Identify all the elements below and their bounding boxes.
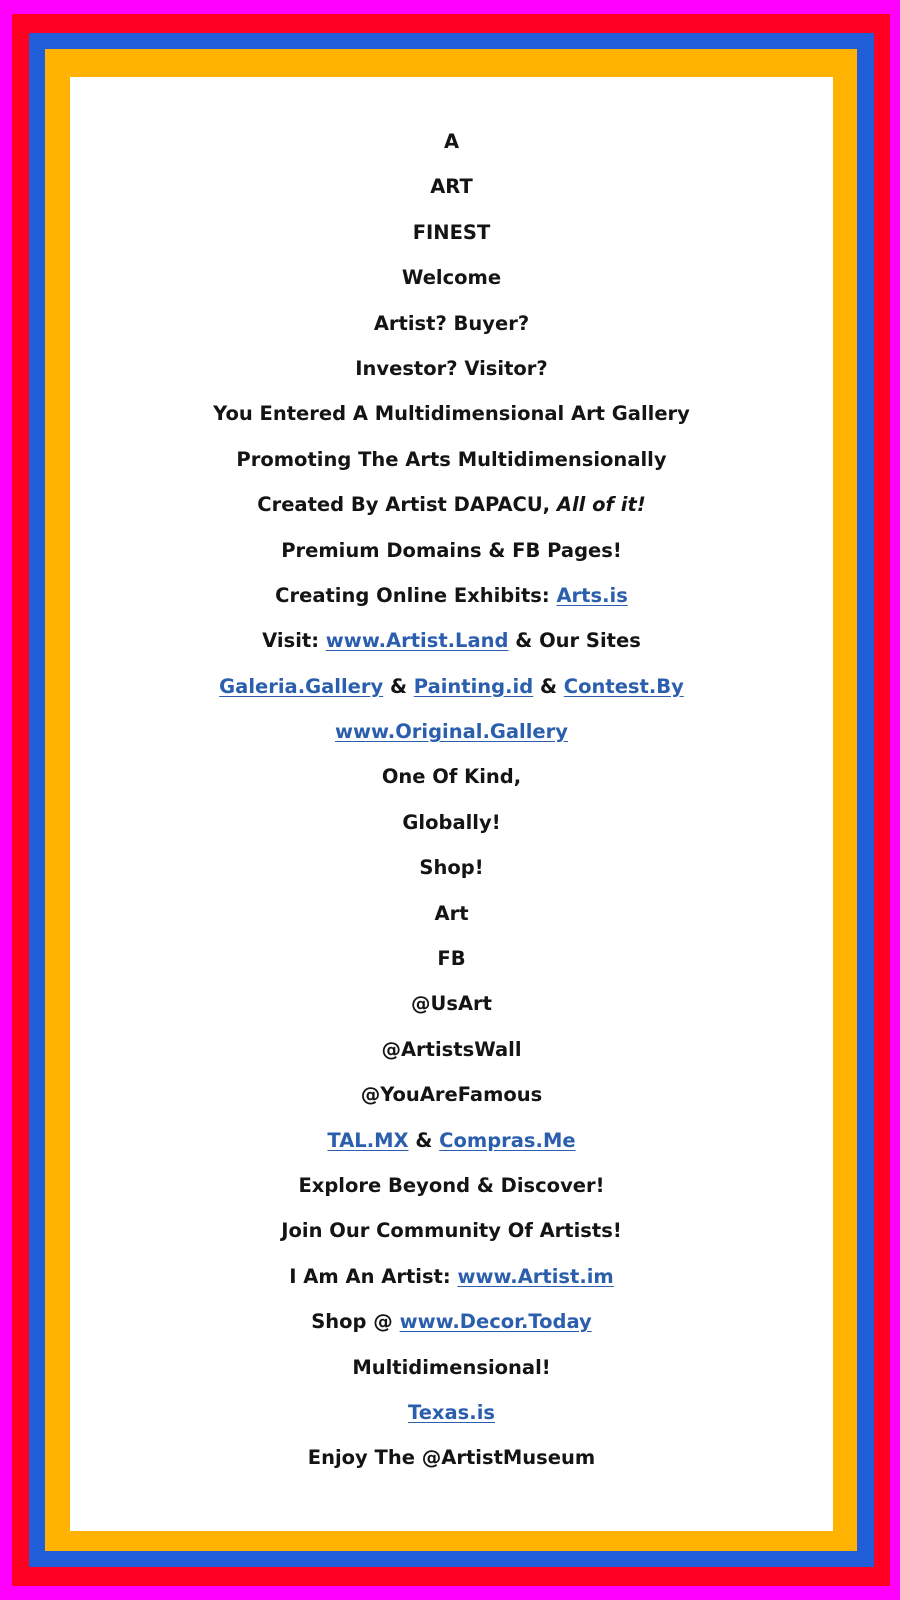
line-enjoy bbox=[70, 1435, 833, 1480]
line-a bbox=[70, 119, 833, 164]
link-contest-by[interactable]: Contest.By bbox=[563, 674, 684, 698]
text-segment: Art bbox=[434, 901, 469, 925]
text-segment: Join Our Community Of Artists! bbox=[281, 1219, 622, 1243]
text-segment: @UsArt bbox=[411, 992, 492, 1016]
italic-text: All of it! bbox=[556, 493, 646, 517]
text-segment: FB bbox=[437, 947, 466, 971]
text-segment: ART bbox=[430, 175, 473, 199]
text-segment: & Our Sites bbox=[508, 629, 641, 653]
line-globally bbox=[70, 800, 833, 845]
line-usart bbox=[70, 981, 833, 1026]
text-segment: One Of Kind, bbox=[381, 765, 522, 789]
text-segment: A bbox=[443, 130, 460, 153]
text-segment: Creating Online Exhibits: bbox=[275, 583, 557, 607]
text-panel bbox=[70, 77, 833, 1531]
line-multidimensional bbox=[70, 1345, 833, 1390]
link-galeria-gallery[interactable]: Galeria.Gallery bbox=[219, 674, 384, 698]
line-youarefamous bbox=[70, 1072, 833, 1117]
line-entered-gallery bbox=[70, 391, 833, 436]
text-segment: Multidimensional! bbox=[352, 1355, 551, 1379]
text-segment: Visit: bbox=[262, 629, 326, 653]
line-investor-visitor bbox=[70, 346, 833, 391]
red-border bbox=[12, 14, 890, 1586]
line-explore bbox=[70, 1163, 833, 1208]
line-texas bbox=[70, 1390, 833, 1435]
link-texas-is[interactable]: Texas.is bbox=[408, 1400, 495, 1424]
text-segment: Enjoy The @ArtistMuseum bbox=[307, 1446, 596, 1470]
text-segment: Globally! bbox=[402, 810, 501, 834]
line-promoting bbox=[70, 437, 833, 482]
line-original-gallery bbox=[70, 709, 833, 754]
text-segment: Promoting The Arts Multidimensionally bbox=[236, 447, 667, 471]
line-fb bbox=[70, 936, 833, 981]
text-segment: @ArtistsWall bbox=[381, 1037, 522, 1061]
text-segment: & bbox=[383, 674, 414, 698]
link-www-artist-land[interactable]: www.Artist.Land bbox=[325, 629, 509, 653]
line-sites bbox=[70, 664, 833, 709]
line-art bbox=[70, 164, 833, 209]
link-www-decor-today[interactable]: www.Decor.Today bbox=[399, 1310, 592, 1334]
text-segment: @YouAreFamous bbox=[360, 1083, 543, 1107]
text-segment: Premium Domains & FB Pages! bbox=[281, 538, 622, 562]
text-segment: Created By Artist DAPACU, bbox=[257, 493, 557, 517]
line-created-by bbox=[70, 482, 833, 527]
line-welcome bbox=[70, 255, 833, 300]
link-tal-mx[interactable]: TAL.MX bbox=[327, 1128, 409, 1152]
link-painting-id[interactable]: Painting.id bbox=[413, 674, 534, 698]
link-compras-me[interactable]: Compras.Me bbox=[439, 1128, 576, 1152]
text-segment: Shop! bbox=[419, 856, 484, 880]
link-www-artist-im[interactable]: www.Artist.im bbox=[457, 1264, 614, 1288]
text-segment: Shop @ bbox=[311, 1310, 400, 1334]
line-shop bbox=[70, 845, 833, 890]
link-www-original-gallery[interactable]: www.Original.Gallery bbox=[335, 720, 568, 744]
blue-border bbox=[29, 33, 874, 1567]
line-join bbox=[70, 1208, 833, 1253]
line-visit bbox=[70, 618, 833, 663]
text-segment: Investor? Visitor? bbox=[355, 356, 548, 380]
line-art-2 bbox=[70, 891, 833, 936]
line-finest bbox=[70, 210, 833, 255]
line-one-of-kind bbox=[70, 754, 833, 799]
text-segment: & bbox=[408, 1128, 440, 1152]
line-tal-compras bbox=[70, 1118, 833, 1163]
text-segment: Artist? Buyer? bbox=[373, 311, 530, 335]
text-segment: Explore Beyond & Discover! bbox=[298, 1173, 605, 1197]
line-shop-decor bbox=[70, 1299, 833, 1344]
line-artistswall bbox=[70, 1027, 833, 1072]
text-segment: Welcome bbox=[401, 266, 502, 290]
link-arts-is[interactable]: Arts.is bbox=[556, 583, 628, 607]
line-online-exhibits bbox=[70, 573, 833, 618]
text-segment: You Entered A Multidimensional Art Gallery bbox=[213, 402, 690, 426]
yellow-border bbox=[45, 49, 857, 1551]
line-premium-domains bbox=[70, 528, 833, 573]
text-lines bbox=[70, 119, 833, 1481]
text-segment: & bbox=[533, 674, 564, 698]
text-segment: FINEST bbox=[412, 220, 491, 244]
text-segment: I Am An Artist: bbox=[289, 1264, 458, 1288]
line-artist-buyer bbox=[70, 301, 833, 346]
line-i-am-artist bbox=[70, 1254, 833, 1299]
